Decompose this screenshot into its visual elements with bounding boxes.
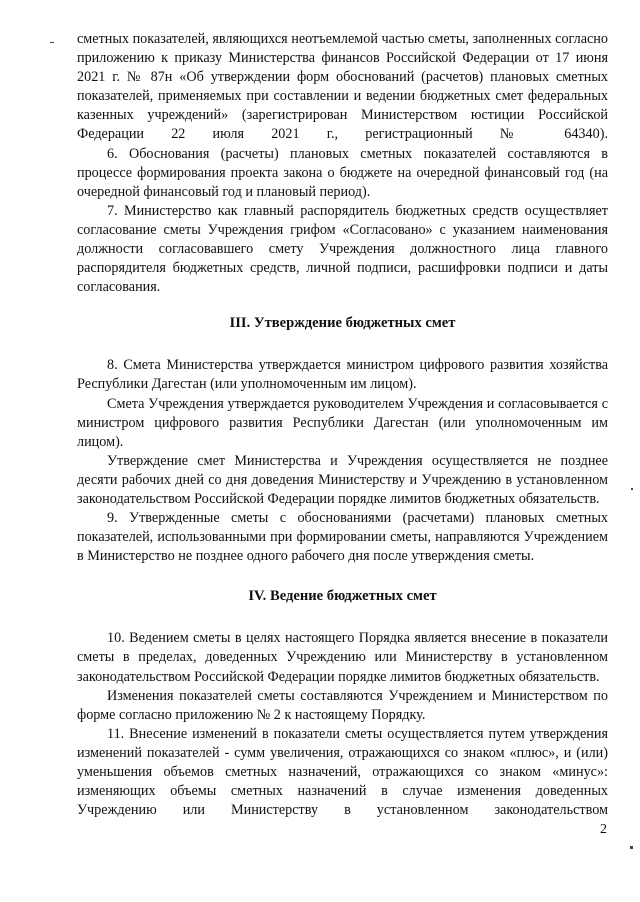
paragraph-10-changes: Изменения показателей сметы составляются Учреждением и Министерством по форме согласно приложению № 2 к настоящему Порядку. (77, 687, 608, 723)
paragraph-8-approval-institution: Смета Учреждения утверждается руководителем Учреждения и согласовывается с министром цифрового развития Республики Дагестан (или уполномоченным им лицом). (77, 395, 608, 450)
section-3-title: III. Утверждение бюджетных смет (229, 315, 456, 332)
paragraph-10: 10. Ведением сметы в целях настоящего Порядка является внесение в показатели сметы в пределах, доведенных Учреждению или Министерству в установленном законодательством Российской Федерации порядке лимитов бюджетных обязательств. (77, 630, 608, 685)
page-number: 2 (600, 822, 607, 837)
scan-mark-right (631, 488, 633, 490)
paragraph-8-approval-deadline: Утверждение смет Министерства и Учреждения осуществляется не позднее десяти рабочих дней со дня доведения Министерству и Учреждению в установленном законодательством Российской Федерации порядке лимитов бюджетных обязательств. (77, 452, 608, 507)
paragraph-9: 9. Утвержденные сметы с обоснованиями (расчетами) плановых сметных показателей, использованными при формировании сметы, направляются Учреждением в Министерство не позднее одного рабочего дня после утверждения сметы. (77, 510, 608, 565)
paragraph-6: 6. Обоснования (расчеты) плановых сметных показателей составляются в процессе формирования проекта закона о бюджете на очередной финансовый год (на очередной финансовый год и плановый период). (77, 145, 608, 200)
section-4-title: IV. Ведение бюджетных смет (248, 588, 437, 605)
paragraph-8: 8. Смета Министерства утверждается министром цифрового развития хозяйства Республики Дагестан (или уполномоченным им лицом). (77, 357, 608, 393)
scan-mark-right-bottom (630, 846, 633, 849)
scan-mark-left (50, 42, 54, 43)
paragraph-continuation: сметных показателей, являющихся неотъемлемой частью сметы, заполненных согласно приложению к приказу Министерства финансов Российской Федерации от 17 июня 2021 г. № 87н «Об утверждении форм обоснований (расчетов) плановых сметных показателей, применяемых при составлении и ведении бюджетных смет федеральных казенных учреждений» (зарегистрирован Министерством юстиции Российской Федерации 22 июля 2021 г., регистрационный № 64340). (77, 31, 608, 143)
document-page (77, 30, 608, 820)
paragraph-11: 11. Внесение изменений в показатели сметы осуществляется путем утверждения изменений показателей - сумм увеличения, отражающихся со знаком «плюс», и (или) уменьшения объемов сметных назначений, отражающихся со знаком «минус»: изменяющих объемы сметных назначений в случае изменения доведенных Учреждению или Министерству в установленном законодательством (77, 725, 608, 819)
paragraph-7: 7. Министерство как главный распорядитель бюджетных средств осуществляет согласование сметы Учреждения грифом «Согласовано» с указанием наименования должности согласовавшего смету Учреждения должностного лица главного распорядителя бюджетных средств, личной подписи, расшифровки подписи и даты согласования. (77, 202, 608, 296)
